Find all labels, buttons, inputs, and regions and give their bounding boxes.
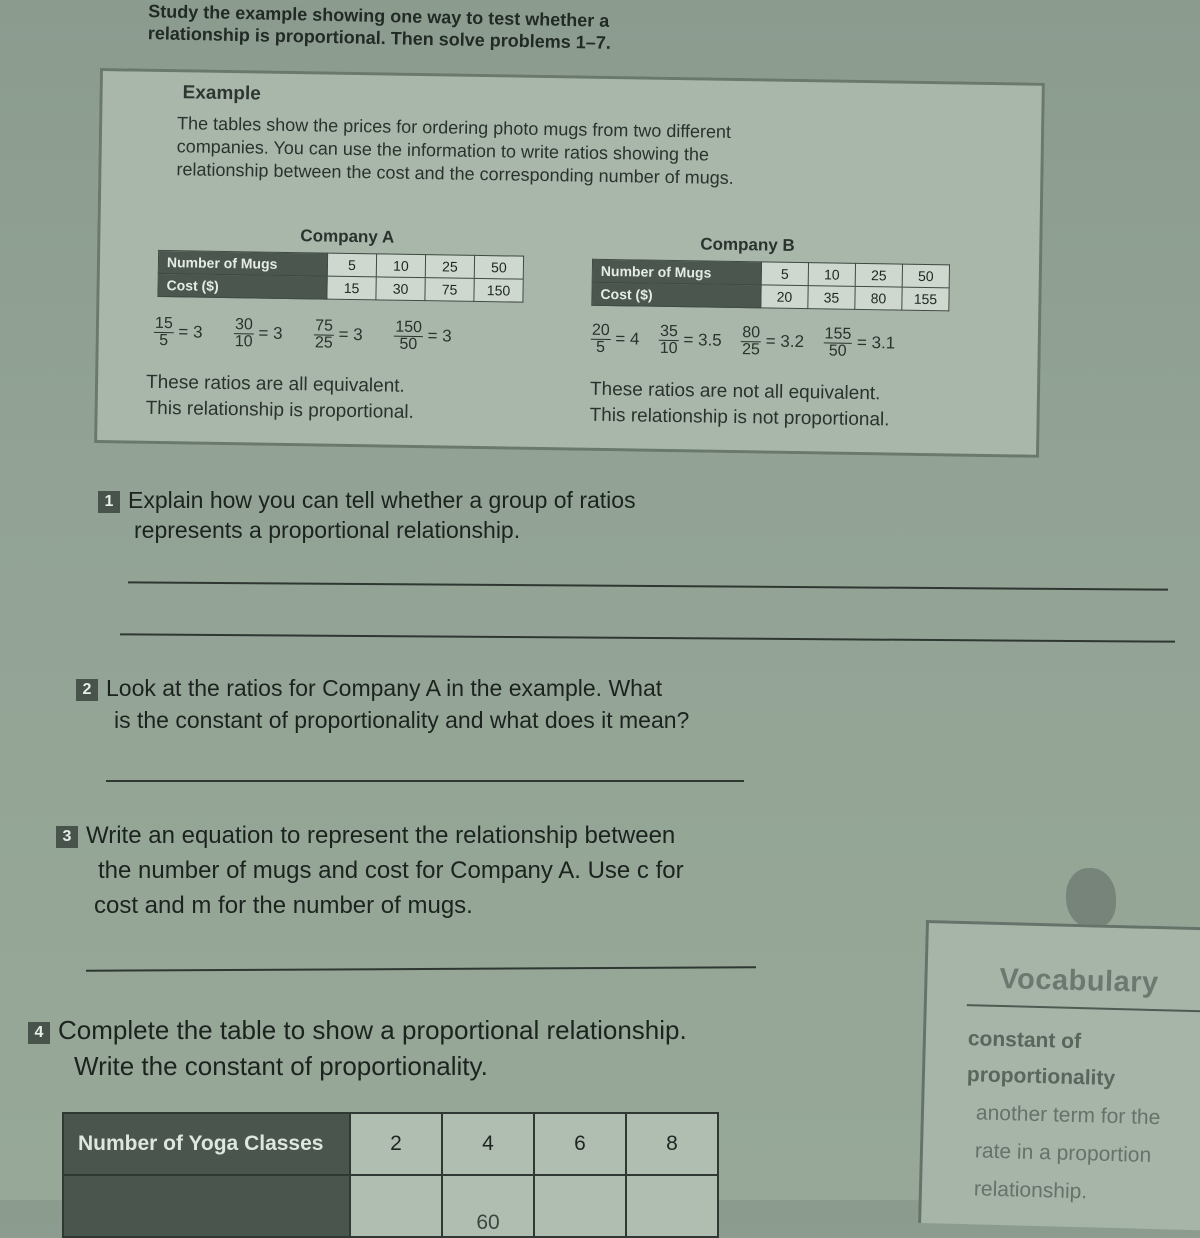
- question-text: Write the constant of proportionality.: [74, 1051, 488, 1081]
- divider: [967, 1004, 1200, 1013]
- table-cell: 5: [761, 262, 808, 286]
- conclusion-line: This relationship is proportional.: [145, 397, 415, 423]
- ratio-value: = 3: [178, 322, 203, 342]
- company-b-table: [591, 259, 950, 312]
- question-text: the number of mugs and cost for Company A. Use c for: [98, 857, 684, 884]
- thumbprint-smudge: [1066, 868, 1116, 928]
- table-cell: 25: [855, 263, 902, 287]
- company-a-title: Company A: [300, 226, 395, 247]
- company-a-table: [157, 250, 524, 303]
- ratio-fraction: $\frac{75}{25}$: [314, 317, 334, 352]
- table-cell[interactable]: [350, 1175, 442, 1237]
- ratio-fraction: $\frac{20}{5}$: [591, 321, 610, 356]
- example-title: Example: [182, 82, 261, 105]
- table-cell: 25: [425, 255, 474, 279]
- question-text: Write an equation to represent the relationship between: [86, 822, 676, 849]
- question-text: Complete the table to show a proportional relationship.: [58, 1015, 687, 1045]
- conclusion-line: These ratios are all equivalent.: [145, 371, 405, 397]
- question-text: cost and m for the number of mugs.: [94, 892, 473, 919]
- ratio-value: = 3.5: [683, 330, 722, 350]
- ratio-value: = 3: [427, 326, 452, 346]
- table-row: [63, 1113, 718, 1175]
- question-3: [56, 818, 684, 923]
- company-a-ratios: [154, 316, 452, 354]
- table-cell: 20: [761, 285, 808, 309]
- question-1: [98, 484, 636, 546]
- company-b-conclusion: [589, 377, 890, 434]
- ratio-fraction: $\frac{35}{10}$: [659, 322, 678, 358]
- conclusion-line: This relationship is not proportional.: [589, 404, 890, 431]
- table-cell: 60: [442, 1175, 534, 1237]
- company-a-conclusion: [145, 370, 414, 426]
- table-cell: 50: [902, 264, 949, 288]
- answer-line[interactable]: [86, 966, 756, 971]
- table-cell: 35: [808, 286, 855, 310]
- table-cell: 150: [474, 278, 523, 302]
- table-cell: 2: [350, 1113, 442, 1175]
- table-cell: 50: [474, 255, 523, 279]
- table-cell: 5: [327, 253, 376, 277]
- table-cell: 155: [902, 287, 949, 311]
- table-cell: 6: [534, 1113, 626, 1175]
- table-cell: 80: [855, 286, 902, 310]
- ratio-fraction: $\frac{80}{25}$: [741, 324, 761, 359]
- ratio-value: = 3.1: [856, 332, 896, 353]
- ratio-value: = 3.2: [765, 331, 805, 352]
- yoga-classes-table: [62, 1112, 719, 1238]
- question-2: [76, 672, 689, 736]
- ratio-fraction: $\frac{150}{50}$: [395, 318, 423, 354]
- ratio-fraction: $\frac{30}{10}$: [234, 316, 254, 351]
- table-cell[interactable]: [626, 1175, 718, 1237]
- answer-line[interactable]: [128, 581, 1168, 590]
- ratio-value: = 3: [338, 324, 363, 345]
- answer-line[interactable]: [120, 633, 1175, 642]
- row-label-mugs: Number of Mugs: [592, 259, 761, 285]
- question-number: 1: [98, 491, 120, 513]
- table-row: [158, 273, 523, 302]
- vocabulary-term: constant of proportionality: [966, 1027, 1116, 1091]
- table-cell: 15: [327, 276, 376, 300]
- row-label-cost: Cost ($): [158, 273, 327, 299]
- row-label-mugs: Number of Mugs: [158, 250, 327, 276]
- table-cell: 30: [376, 277, 425, 301]
- conclusion-line: These ratios are not all equivalent.: [589, 378, 881, 405]
- example-text: The tables show the prices for ordering photo mugs from two different companies. You can use the information to write ratios showing the relationship between the cost and the corresponding number of mugs.: [176, 113, 734, 188]
- company-b-ratios: [591, 323, 896, 361]
- question-number: 2: [76, 679, 98, 701]
- question-text: is the constant of proportionality and what does it mean?: [114, 707, 690, 733]
- ratio-value: = 3: [258, 323, 283, 343]
- question-text: represents a proportional relationship.: [134, 517, 521, 543]
- question-text: Explain how you can tell whether a group of ratios: [128, 487, 636, 513]
- company-b-title: Company B: [700, 234, 795, 255]
- table-cell: 75: [425, 278, 474, 302]
- table-cell: 4: [442, 1113, 534, 1175]
- instructions: Study the example showing one way to test whether a relationship is proportional. Then solve problems 1–7.: [147, 1, 612, 53]
- table-cell: 8: [626, 1113, 718, 1175]
- ratio-value: = 4: [615, 329, 640, 349]
- row-label-yoga-classes: Number of Yoga Classes: [63, 1113, 350, 1175]
- vocabulary-definition: another term for the rate in a proportion relationship.: [973, 1101, 1161, 1204]
- question-number: 4: [28, 1022, 50, 1044]
- vocabulary-title: Vocabulary: [999, 962, 1160, 1000]
- table-row: [63, 1175, 718, 1237]
- table-cell: 10: [376, 254, 425, 278]
- vocabulary-box: [918, 920, 1200, 1231]
- ratio-fraction: $\frac{15}{5}$: [154, 314, 173, 350]
- question-number: 3: [56, 826, 78, 848]
- question-text: Look at the ratios for Company A in the example. What: [106, 675, 663, 701]
- row-label-empty: [63, 1175, 350, 1237]
- example-box: [94, 68, 1045, 458]
- table-cell: 10: [808, 263, 855, 287]
- table-row: [592, 282, 949, 311]
- ratio-fraction: $\frac{155}{50}$: [824, 325, 852, 360]
- table-cell[interactable]: [534, 1175, 626, 1237]
- row-label-cost: Cost ($): [592, 282, 761, 308]
- answer-line[interactable]: [106, 780, 744, 782]
- question-4: [28, 1012, 687, 1084]
